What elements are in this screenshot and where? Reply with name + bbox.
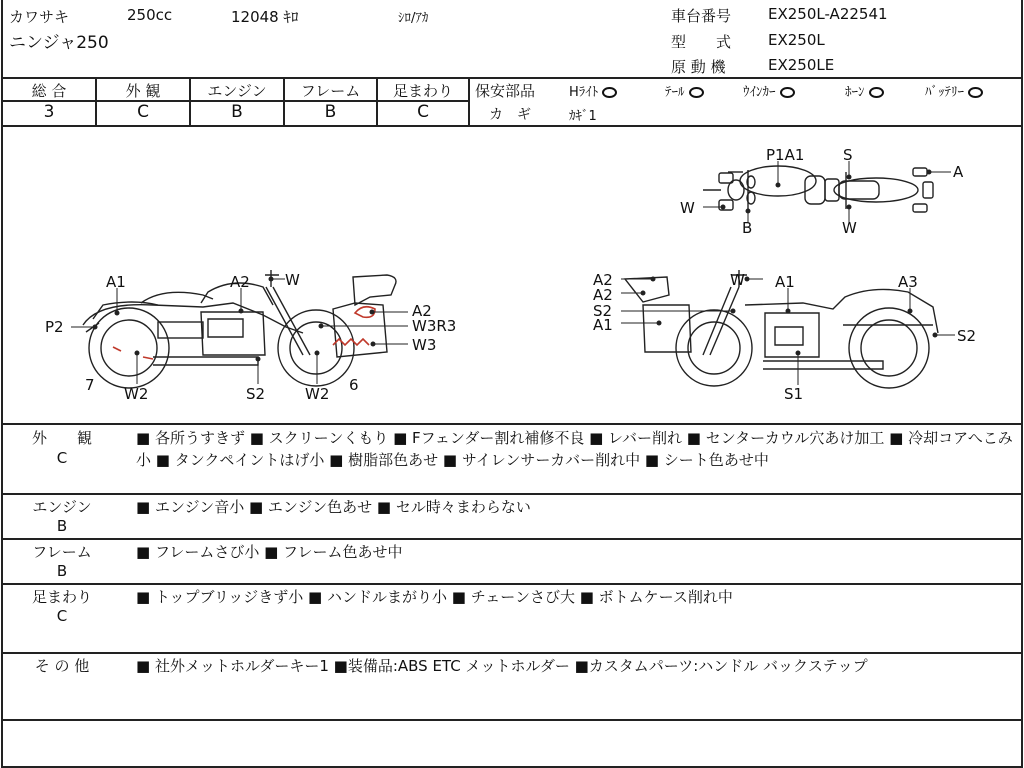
- ok-circle-icon: [689, 87, 704, 98]
- condition-grade-exterior: C: [56, 449, 68, 467]
- type-label: 型 式: [671, 33, 732, 51]
- grade-exterior: C: [137, 102, 149, 122]
- grade-header-exterior: 外 観: [125, 82, 161, 100]
- diagram-label: W: [680, 199, 695, 217]
- condition-text-engine: ■ エンジン音小 ■ エンジン色あせ ■ セル時々まわらない: [136, 498, 531, 516]
- diagram-label: W: [285, 271, 300, 289]
- diagram-label: S2: [957, 327, 977, 345]
- diagram-label: S2: [246, 385, 266, 403]
- condition-grade-suspension: C: [56, 607, 68, 625]
- top-view-bike: [703, 166, 933, 212]
- diagram-label: S: [843, 146, 853, 164]
- safety-parts-label: 保安部品: [475, 82, 536, 100]
- diagram-label: 7: [85, 376, 95, 394]
- key-value: ｶｷﾞ1: [569, 109, 597, 124]
- ok-circle-icon: [780, 87, 795, 98]
- grade-suspension: C: [417, 102, 429, 122]
- diagram-label: A2: [593, 271, 613, 289]
- diagram-label: A2: [412, 302, 432, 320]
- condition-label-other: そ の 他: [34, 657, 90, 675]
- diagram-label: P1A1: [766, 146, 805, 164]
- condition-label-suspension: 足まわり: [31, 588, 92, 606]
- grade-total: 3: [43, 102, 55, 122]
- diagram-label: A1: [593, 316, 613, 334]
- motorcycle-damage-diagram: [3, 127, 1023, 423]
- safety-item-horn: ﾎｰﾝ: [845, 81, 884, 100]
- diagram-label: S1: [784, 385, 804, 403]
- frame-no: EX250L-A22541: [768, 5, 888, 23]
- diagram-label: A1: [775, 273, 795, 291]
- grade-engine: B: [231, 102, 243, 122]
- diagram-label: W2: [305, 385, 330, 403]
- diagram-label: A2: [230, 273, 250, 291]
- diagram-label: A1: [106, 273, 126, 291]
- condition-label-exterior: 外 観: [31, 429, 92, 447]
- safety-item-winker: ｳｲﾝｶｰ: [743, 81, 795, 100]
- diagram-label: 6: [349, 376, 359, 394]
- grade-frame: B: [324, 102, 337, 122]
- displacement: 250cc: [127, 6, 173, 24]
- diagram-label: W3: [412, 336, 437, 354]
- engine-label: 原 動 機: [671, 58, 726, 76]
- type-value: EX250L: [768, 31, 825, 49]
- safety-item-headlight: Hﾗｲﾄ: [569, 81, 617, 100]
- engine-value: EX250LE: [768, 56, 835, 74]
- condition-text-frame: ■ フレームさび小 ■ フレーム色あせ中: [136, 543, 403, 561]
- key-label: カ ギ: [489, 107, 531, 123]
- condition-text-suspension: ■ トップブリッジきず小 ■ ハンドルまがり小 ■ チェーンさび大 ■ ボトムケース削れ中: [136, 588, 733, 606]
- condition-label-frame: フレーム: [32, 543, 92, 561]
- diagram-label: A3: [898, 273, 918, 291]
- condition-text-exterior: ■ 各所うすきず ■ スクリーンくもり ■ Fフェンダー割れ補修不良 ■ レバー削れ ■ センターカウル穴あけ加工 ■ 冷却コアへこみ小 ■ タンクペイントはげ小 ■ 樹脂部色あせ ■ サイレンサーカバー削れ中 ■ シート色あせ中: [136, 429, 1013, 469]
- condition-text-other: ■ 社外メットホルダーキー1 ■装備品:ABS ETC メットホルダー ■カスタムパーツ:ハンドル バックステップ: [136, 657, 868, 675]
- diagram-label: A2: [593, 286, 613, 304]
- grade-header-frame: フレーム: [300, 82, 361, 100]
- diagram-label: P2: [45, 318, 64, 336]
- diagram-label: W2: [124, 385, 149, 403]
- diagram-label: W: [842, 219, 857, 237]
- grade-header-total: 総 合: [31, 82, 67, 100]
- color: ｼﾛ/ｱｶ: [398, 11, 429, 26]
- condition-label-engine: エンジン: [32, 498, 92, 516]
- frame-no-label: 車台番号: [671, 7, 732, 25]
- mileage: 12048 ｷﾛ: [231, 8, 299, 26]
- diagram-label: A: [953, 163, 964, 181]
- model-name: ニンジャ250: [9, 33, 109, 53]
- condition-grade-engine: B: [56, 517, 68, 535]
- diagram-label: W3R3: [412, 317, 457, 335]
- ok-circle-icon: [869, 87, 884, 98]
- maker: カワサキ: [9, 8, 70, 26]
- ok-circle-icon: [968, 87, 983, 98]
- safety-item-tail: ﾃｰﾙ: [665, 81, 704, 100]
- safety-item-battery: ﾊﾞｯﾃﾘｰ: [925, 81, 983, 100]
- ok-circle-icon: [602, 87, 617, 98]
- grade-header-engine: エンジン: [207, 82, 267, 100]
- diagram-label: S2: [593, 302, 613, 320]
- condition-grade-frame: B: [56, 562, 68, 580]
- diagram-label: B: [742, 219, 753, 237]
- inspection-sheet: [1, 0, 1023, 768]
- grade-header-suspension: 足まわり: [392, 82, 453, 100]
- diagram-label: W: [730, 271, 745, 289]
